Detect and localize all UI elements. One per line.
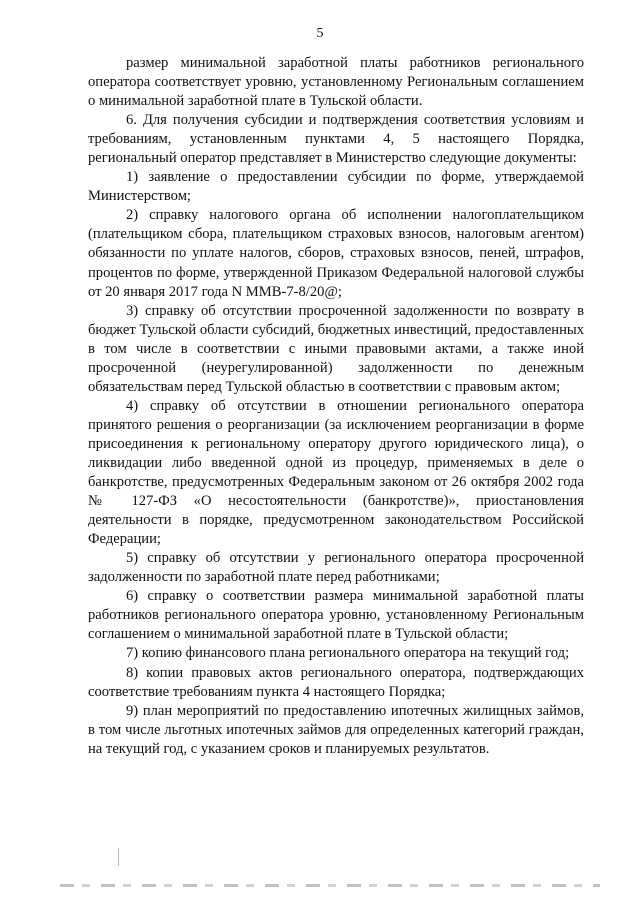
list-item-1: 1) заявление о предоставлении субсидии по форме, утверждаемой Министерством; [88, 169, 584, 205]
list-item-2: 2) справку налогового органа об исполнении налогоплательщиком (плательщиком сбора, плательщиком страховых взносов, налоговым агентом) обязанности по уплате налогов, сборов, страховых взносов, пеней, штрафов, процентов по форме, утвержденной Приказом Федеральной налоговой службы от 20 января 2017 года N ММВ-7-8/20@; [88, 207, 584, 300]
list-item-5: 5) справку об отсутствии у регионального оператора просроченной задолженности по заработной плате перед работниками; [88, 550, 584, 586]
list-item-9: 9) план мероприятий по предоставлению ипотечных жилищных займов, в том числе льготных ипотечных займов для определенных категорий граждан, на текущий год, с указанием сроков и планируемых результатов. [88, 702, 584, 757]
list-item-8: 8) копии правовых актов регионального оператора, подтверждающих соответствие требованиям пункта 4 настоящего Порядка; [88, 664, 584, 700]
scan-artifact-edge [60, 884, 600, 887]
document-body [88, 54, 584, 759]
list-item-7: 7) копию финансового плана регионального оператора на текущий год; [126, 645, 570, 662]
list-item-4: 4) справку об отсутствии в отношении регионального оператора принятого решения о реорганизации (за исключением реорганизации в форме присоединения к региональному оператору другого юридического лица), о ликвидации либо введенной одной из процедур, применяемых в деле о банкротстве, предусмотренных Федеральным законом от 26 октября 2002 года № 127-ФЗ «О несостоятельности (банкротстве)», приостановления деятельности в порядке, предусмотренном законодательством Российской Федерации; [88, 397, 584, 548]
paragraph-continuation: размер минимальной заработной платы работников регионального оператора соответствует уровню, установленному Региональным соглашением о минимальной заработной плате в Тульской области. [88, 55, 584, 110]
list-item-6: 6) справку о соответствии размера минимальной заработной платы работников регионального оператора уровню, установленному Региональным соглашением о минимальной заработной плате в Тульской области; [88, 588, 584, 643]
list-item-3: 3) справку об отсутствии просроченной задолженности по возврату в бюджет Тульской области субсидий, бюджетных инвестиций, предоставленных в том числе в соответствии с иными правовыми актами, а также иной просроченной (неурегулированной) задолженности по денежным обязательствам перед Тульской областью в соответствии с правовым актом; [88, 302, 584, 395]
paragraph-item-6: 6. Для получения субсидии и подтверждения соответствия условиям и требованиям, установленным пунктами 4, 5 настоящего Порядка, региональный оператор представляет в Министерство следующие документы: [88, 112, 584, 167]
scan-artifact-mark [118, 848, 119, 866]
page-number: 5 [316, 26, 324, 41]
